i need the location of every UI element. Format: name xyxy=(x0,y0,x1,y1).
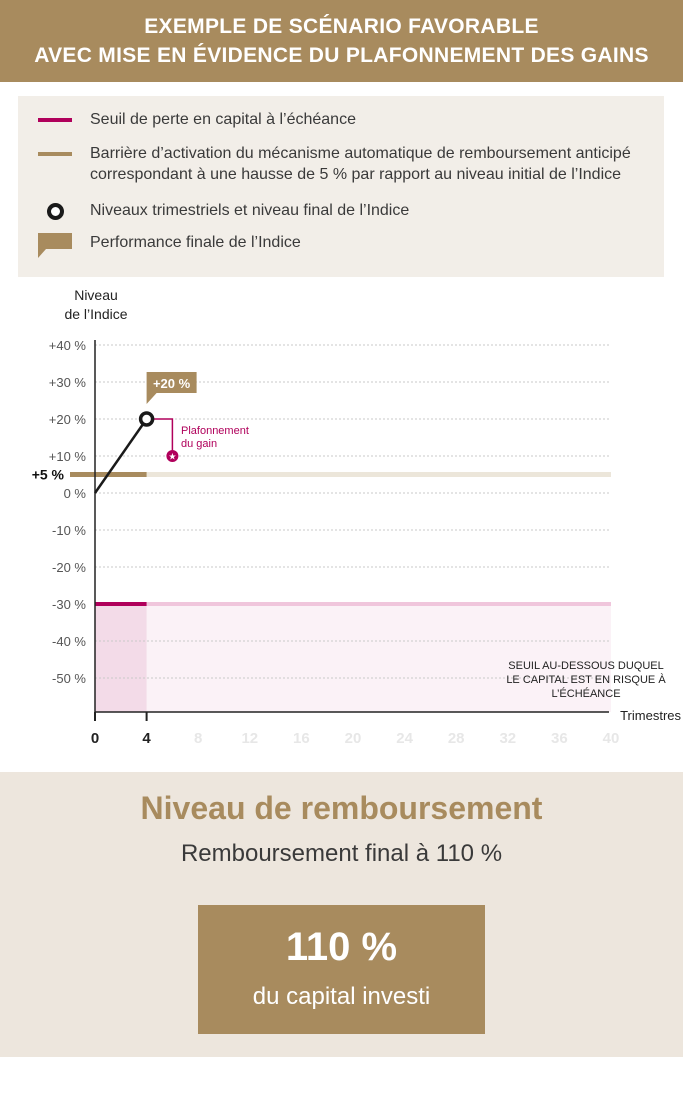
chart-area xyxy=(0,280,683,760)
x-tick-label: 4 xyxy=(142,730,151,747)
risk-zone-active xyxy=(95,604,147,712)
x-tick-label: 16 xyxy=(293,730,310,747)
result-box xyxy=(198,905,485,1034)
header-banner xyxy=(0,0,683,82)
star-icon: ★ xyxy=(168,452,177,463)
y-tick-label: -30 % xyxy=(52,597,86,612)
result-caption: du capital investi xyxy=(252,983,431,1010)
index-chart xyxy=(0,280,683,760)
y-tick-label: -40 % xyxy=(52,634,86,649)
legend-label: Seuil de perte en capital à l’échéance xyxy=(90,111,356,128)
final-performance-label: +20 % xyxy=(152,376,191,391)
risk-zone-light xyxy=(147,604,611,712)
result-panel xyxy=(0,772,683,1057)
y-tick-label: 0 % xyxy=(63,486,86,501)
x-tick-label: 40 xyxy=(602,730,620,747)
index-line xyxy=(95,419,147,493)
x-tick-label: 36 xyxy=(551,730,568,747)
cap-bracket xyxy=(153,419,173,450)
x-tick-label: 0 xyxy=(90,730,100,747)
y-tick-label: +30 % xyxy=(48,375,86,390)
result-title: Niveau de remboursement xyxy=(140,790,543,826)
x-tick-label: 24 xyxy=(396,730,413,747)
circle-marker-icon xyxy=(47,203,64,220)
result-value: 110 % xyxy=(285,925,398,969)
y-tick-label: +10 % xyxy=(48,449,86,464)
x-tick-label: 8 xyxy=(194,730,203,747)
result-subtitle: Remboursement final à 110 % xyxy=(180,840,503,867)
y-tick-label: +40 % xyxy=(48,338,86,353)
y-tick-label: -20 % xyxy=(52,560,86,575)
cap-annotation: Plafonnement du gain xyxy=(181,425,249,450)
x-tick-label: 32 xyxy=(499,730,517,747)
risk-zone-label: SEUIL AU-DESSOUS DUQUEL LE CAPITAL EST EN RISQUE À L’ÉCHÉANCE xyxy=(506,660,666,700)
header-title-line1: EXEMPLE DE SCÉNARIO FAVORABLE xyxy=(144,15,539,38)
legend-label: Performance finale de l’Indice xyxy=(90,234,301,251)
gold-line-icon xyxy=(38,152,72,156)
x-tick-label: 28 xyxy=(447,730,465,747)
y-axis-title: Niveau de l’Indice xyxy=(64,287,128,322)
legend-panel xyxy=(18,96,664,277)
y-tick-label: +20 % xyxy=(48,412,86,427)
index-level-marker xyxy=(141,413,153,425)
barrier-label: +5 % xyxy=(31,466,64,483)
magenta-line-icon xyxy=(38,118,72,122)
header-title-line2: AVEC MISE EN ÉVIDENCE DU PLAFONNEMENT DES GAINS xyxy=(34,44,649,67)
y-tick-label: -50 % xyxy=(52,671,86,686)
legend-label: Niveaux trimestriels et niveau final de l’Indice xyxy=(90,202,410,219)
callout-flag-icon xyxy=(38,233,74,259)
x-tick-label: 20 xyxy=(344,730,362,747)
y-tick-label: -10 % xyxy=(52,523,86,538)
legend-label: Barrière d’activation du mécanisme automatique de remboursement anticipé correspondant à une hausse de 5 % par rapport au niveau initial de l’Indice xyxy=(90,145,631,183)
x-axis-title: Trimestres xyxy=(620,708,681,723)
x-tick-label: 12 xyxy=(241,730,259,747)
